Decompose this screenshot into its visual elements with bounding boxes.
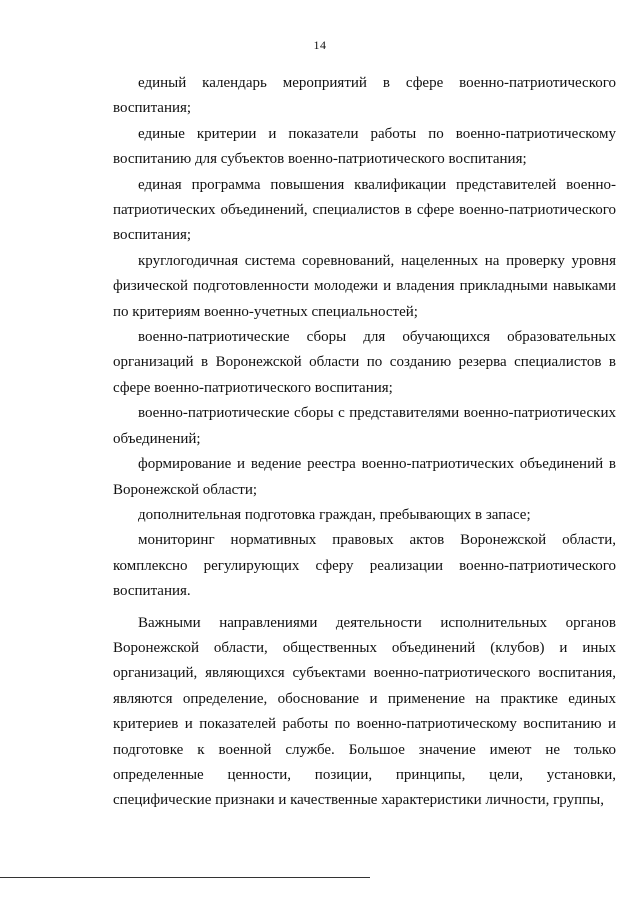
- list-item-registry: формирование и ведение реестра военно-патриотических объединений в Воронежской области;: [113, 456, 616, 498]
- list-item-reserve-training: дополнительная подготовка граждан, пребывающих в запасе;: [138, 506, 531, 523]
- page-number: 14: [313, 38, 327, 52]
- list-item-criteria: единые критерии и показатели работы по военно-патриотическому воспитанию для субъектов военно-патриотического воспитания;: [113, 125, 616, 168]
- list-item-student-camps: военно-патриотические сборы для обучающихся образовательных организаций в Воронежской области по созданию резерва специалистов в сфере военно-патриотического воспитания;: [113, 329, 616, 396]
- list-item-association-camps: военно-патриотические сборы с представителями военно-патриотических объединений;: [113, 405, 616, 447]
- list-item-monitoring: мониторинг нормативных правовых актов Воронежской области, комплексно регулирующих сферу реализации военно-патриотического воспитания.: [113, 532, 616, 600]
- list-item-competitions: круглогодичная система соревнований, нацеленных на проверку уровня физической подготовленности молодежи и владения прикладными навыками по критериям военно-учетных специальностей;: [113, 252, 616, 320]
- footer-rule: [0, 877, 370, 878]
- body-paragraph: Важными направлениями деятельности исполнительных органов Воронежской области, общественных объединений (клубов) и иных организаций, являющихся субъектами военно-патриотического воспитания, являются определение, обоснование и применение на практике единых критериев и показателей работы по военно-патриотическому воспитанию и подготовке к военной службе. Большое значение имеют не только определенные ценности, позиции, принципы, цели, установки, специфические признаки и качественные характеристики личности, группы,: [113, 614, 616, 809]
- document-body: [113, 71, 616, 814]
- list-item-training-program: единая программа повышения квалификации представителей военно-патриотических объединений, специалистов в сфере военно-патриотического воспитания;: [113, 176, 616, 244]
- list-item-calendar: единый календарь мероприятий в сфере военно-патриотического воспитания;: [113, 75, 616, 117]
